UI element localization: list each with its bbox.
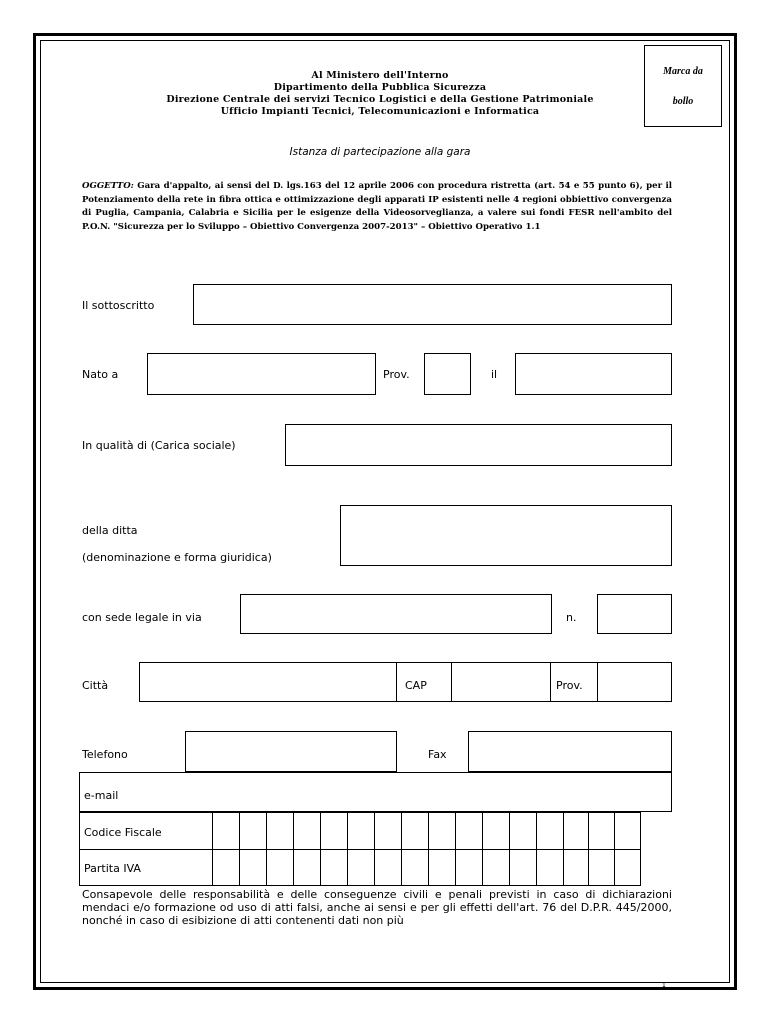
tax-cell-divider bbox=[293, 812, 294, 886]
fax-field[interactable] bbox=[468, 731, 672, 772]
cap-field[interactable] bbox=[451, 662, 551, 702]
tax-cell-divider bbox=[614, 812, 615, 886]
tax-cell-divider bbox=[563, 812, 564, 886]
tax-cell-divider bbox=[455, 812, 456, 886]
label-numero: n. bbox=[566, 611, 577, 624]
subject-paragraph bbox=[82, 180, 672, 234]
city-field[interactable] bbox=[139, 662, 397, 702]
document-subtitle: Istanza di partecipazione alla gara bbox=[289, 146, 471, 158]
label-partita-iva: Partita IVA bbox=[84, 862, 141, 875]
addressee-header bbox=[100, 70, 660, 118]
tax-cell-divider bbox=[374, 812, 375, 886]
tax-cell-divider bbox=[320, 812, 321, 886]
label-citta: Città bbox=[82, 679, 109, 692]
tax-cell-divider bbox=[401, 812, 402, 886]
label-codice-fiscale: Codice Fiscale bbox=[84, 826, 162, 839]
birth-date-field[interactable] bbox=[515, 353, 672, 395]
label-cap: CAP bbox=[405, 679, 427, 692]
street-number-field[interactable] bbox=[597, 594, 672, 634]
label-telefono: Telefono bbox=[82, 748, 128, 761]
tax-cell-divider bbox=[536, 812, 537, 886]
label-sottoscritto: Il sottoscritto bbox=[82, 299, 155, 312]
header-line-3: Direzione Centrale dei servizi Tecnico Logistici e della Gestione Patrimoniale bbox=[166, 94, 594, 105]
subject-text: Gara d'appalto, ai sensi del D. lgs.163 del 12 aprile 2006 con procedura ristretta (art. 54 e 55 punto 6), per il Potenziamento della rete in fibra ottica e ottimizzazione degli apparati IP esistenti nelle 4 regioni obbiettivo convergenza di Puglia, Campania, Calabria e Sicilia per le esigenze della Videosorveglianza, a valere sui fondi FESR nell'ambito del P.O.N. "Sicurezza per lo Sviluppo – Obiettivo Convergenza 2007-2013" – Obiettivo Operativo 1.1 bbox=[82, 181, 673, 232]
page-number: 1 bbox=[662, 982, 666, 989]
birthplace-field[interactable] bbox=[147, 353, 376, 395]
header-line-4: Ufficio Impianti Tecnici, Telecomunicazioni e Informatica bbox=[220, 106, 540, 117]
role-field[interactable] bbox=[285, 424, 672, 466]
street-field[interactable] bbox=[240, 594, 552, 634]
tax-cell-divider bbox=[428, 812, 429, 886]
email-field[interactable] bbox=[79, 772, 672, 812]
label-nato-a: Nato a bbox=[82, 368, 119, 381]
company-name-field[interactable] bbox=[340, 505, 672, 566]
label-prov-2: Prov. bbox=[556, 679, 583, 692]
tax-cell-divider bbox=[588, 812, 589, 886]
label-fax: Fax bbox=[428, 748, 447, 761]
label-ditta: della ditta bbox=[82, 524, 138, 537]
tax-cell-divider bbox=[212, 812, 213, 886]
tax-cell-divider bbox=[482, 812, 483, 886]
tax-cell-divider bbox=[239, 812, 240, 886]
header-line-2: Dipartimento della Pubblica Sicurezza bbox=[273, 82, 487, 93]
label-sede: con sede legale in via bbox=[82, 611, 202, 624]
sottoscritto-field[interactable] bbox=[193, 284, 672, 325]
birth-province-field[interactable] bbox=[424, 353, 471, 395]
label-email: e-mail bbox=[84, 789, 119, 802]
tax-cell-divider bbox=[266, 812, 267, 886]
label-il: il bbox=[491, 368, 498, 381]
city-province-field[interactable] bbox=[597, 662, 672, 702]
label-prov: Prov. bbox=[383, 368, 410, 381]
subject-lead: OGGETTO: bbox=[82, 181, 134, 191]
tax-cell-divider bbox=[509, 812, 510, 886]
tax-grid-divider bbox=[79, 849, 641, 850]
declaration-paragraph: Consapevole delle responsabilità e delle conseguenze civili e penali previsti in caso di dichiarazioni mendaci e/o formazione od uso di atti falsi, anche ai sensi e per gli effetti dell'art. 76 del D.P.R. 445/2000, nonché in caso di esibizione di atti contenenti dati non più bbox=[82, 888, 672, 928]
header-line-1: Al Ministero dell'Interno bbox=[311, 70, 449, 81]
stamp-line-1: Marca da bbox=[663, 66, 703, 77]
label-ditta-sub: (denominazione e forma giuridica) bbox=[82, 551, 272, 564]
label-qualita: In qualità di (Carica sociale) bbox=[82, 439, 236, 452]
revenue-stamp-box bbox=[644, 45, 722, 127]
tax-cell-divider bbox=[347, 812, 348, 886]
stamp-line-2: bollo bbox=[672, 96, 694, 107]
phone-field[interactable] bbox=[185, 731, 397, 772]
